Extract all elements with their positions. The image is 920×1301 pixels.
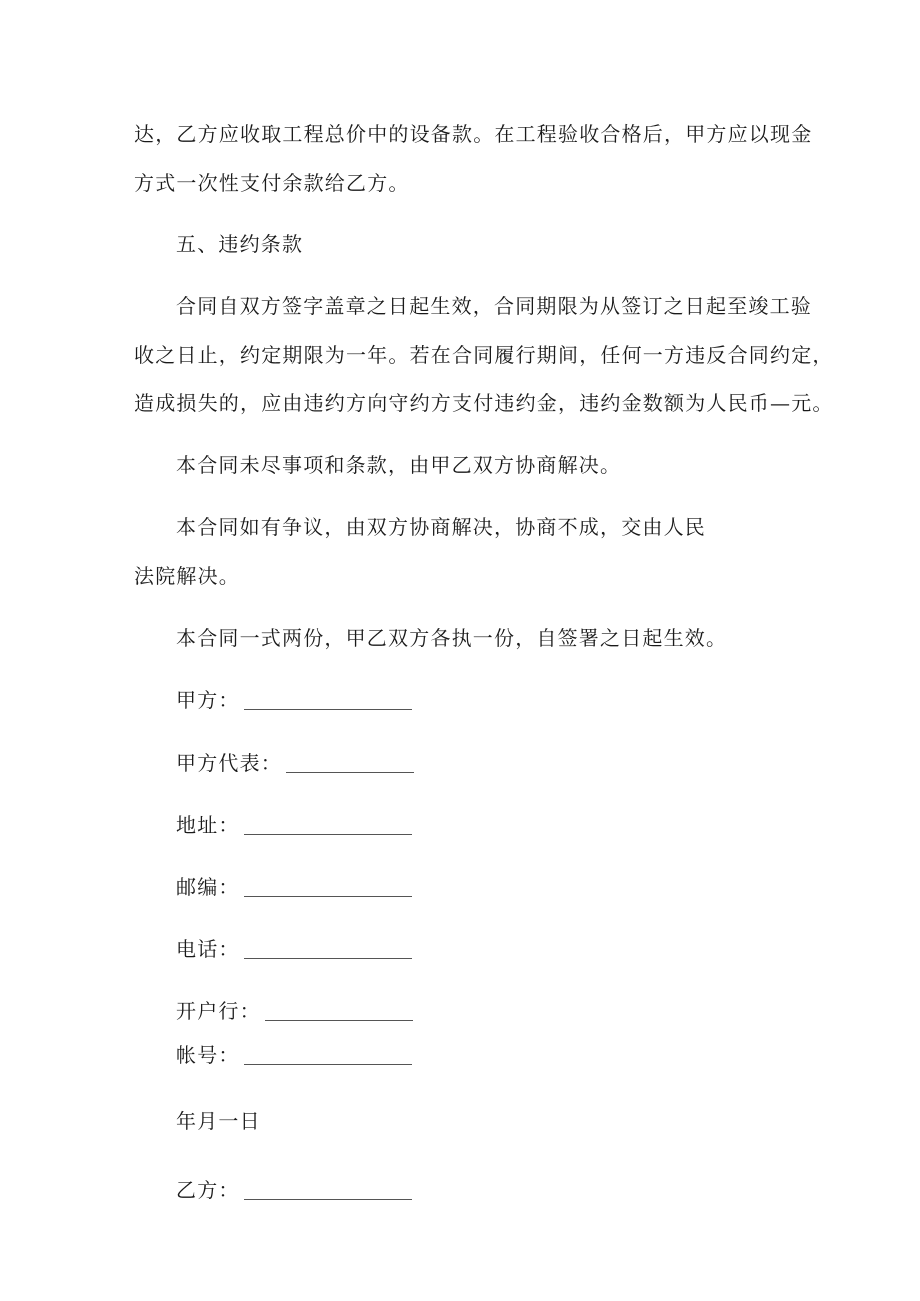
bank-blank[interactable]: [265, 1000, 413, 1021]
account-blank[interactable]: [244, 1044, 412, 1065]
field-label: 甲方：: [176, 688, 240, 712]
party-a-blank[interactable]: [244, 689, 412, 710]
party-a-field: [176, 686, 412, 714]
postcode-field: [176, 873, 412, 901]
bank-field: [176, 997, 413, 1025]
paragraph-line: 达，乙方应收取工程总价中的设备款。在工程验收合格后，甲方应以现金: [134, 122, 813, 146]
paragraph-line: 方式一次性支付余款给乙方。: [134, 171, 410, 195]
party-a-rep-field: [176, 749, 414, 777]
field-label: 邮编：: [176, 875, 240, 899]
postcode-blank[interactable]: [244, 876, 412, 897]
paragraph-line: 收之日止，约定期限为一年。若在合同履行期间，任何一方违反合同约定，: [134, 343, 834, 367]
paragraph-line: 本合同如有争议，由双方协商解决，协商不成，交由人民: [176, 515, 706, 539]
phone-blank[interactable]: [244, 938, 412, 959]
field-label: 地址：: [176, 813, 240, 837]
field-label: 电话：: [176, 937, 240, 961]
address-field: [176, 811, 412, 839]
field-label: 甲方代表：: [176, 751, 282, 775]
date-line: 年月一日: [176, 1109, 261, 1133]
paragraph-line: 法院解决。: [134, 564, 240, 588]
party-a-rep-blank[interactable]: [286, 752, 414, 773]
paragraph-line: 本合同未尽事项和条款，由甲乙双方协商解决。: [176, 453, 622, 477]
field-label: 帐号：: [176, 1043, 240, 1067]
phone-field: [176, 935, 412, 963]
field-label: 开户行：: [176, 999, 261, 1023]
paragraph-line: 合同自双方签字盖章之日起生效，合同期限为从签订之日起至竣工验: [176, 294, 812, 318]
account-field: [176, 1041, 412, 1069]
party-b-blank[interactable]: [244, 1179, 412, 1200]
field-label: 乙方：: [176, 1178, 240, 1202]
paragraph-line: 本合同一式两份，甲乙双方各执一份，自签署之日起生效。: [176, 626, 728, 650]
paragraph-line: 造成损失的，应由违约方向守约方支付违约金，违约金数额为人民币—元。: [134, 391, 834, 415]
section-heading: 五、违约条款: [176, 232, 304, 256]
party-b-field: [176, 1176, 412, 1204]
address-blank[interactable]: [244, 814, 412, 835]
